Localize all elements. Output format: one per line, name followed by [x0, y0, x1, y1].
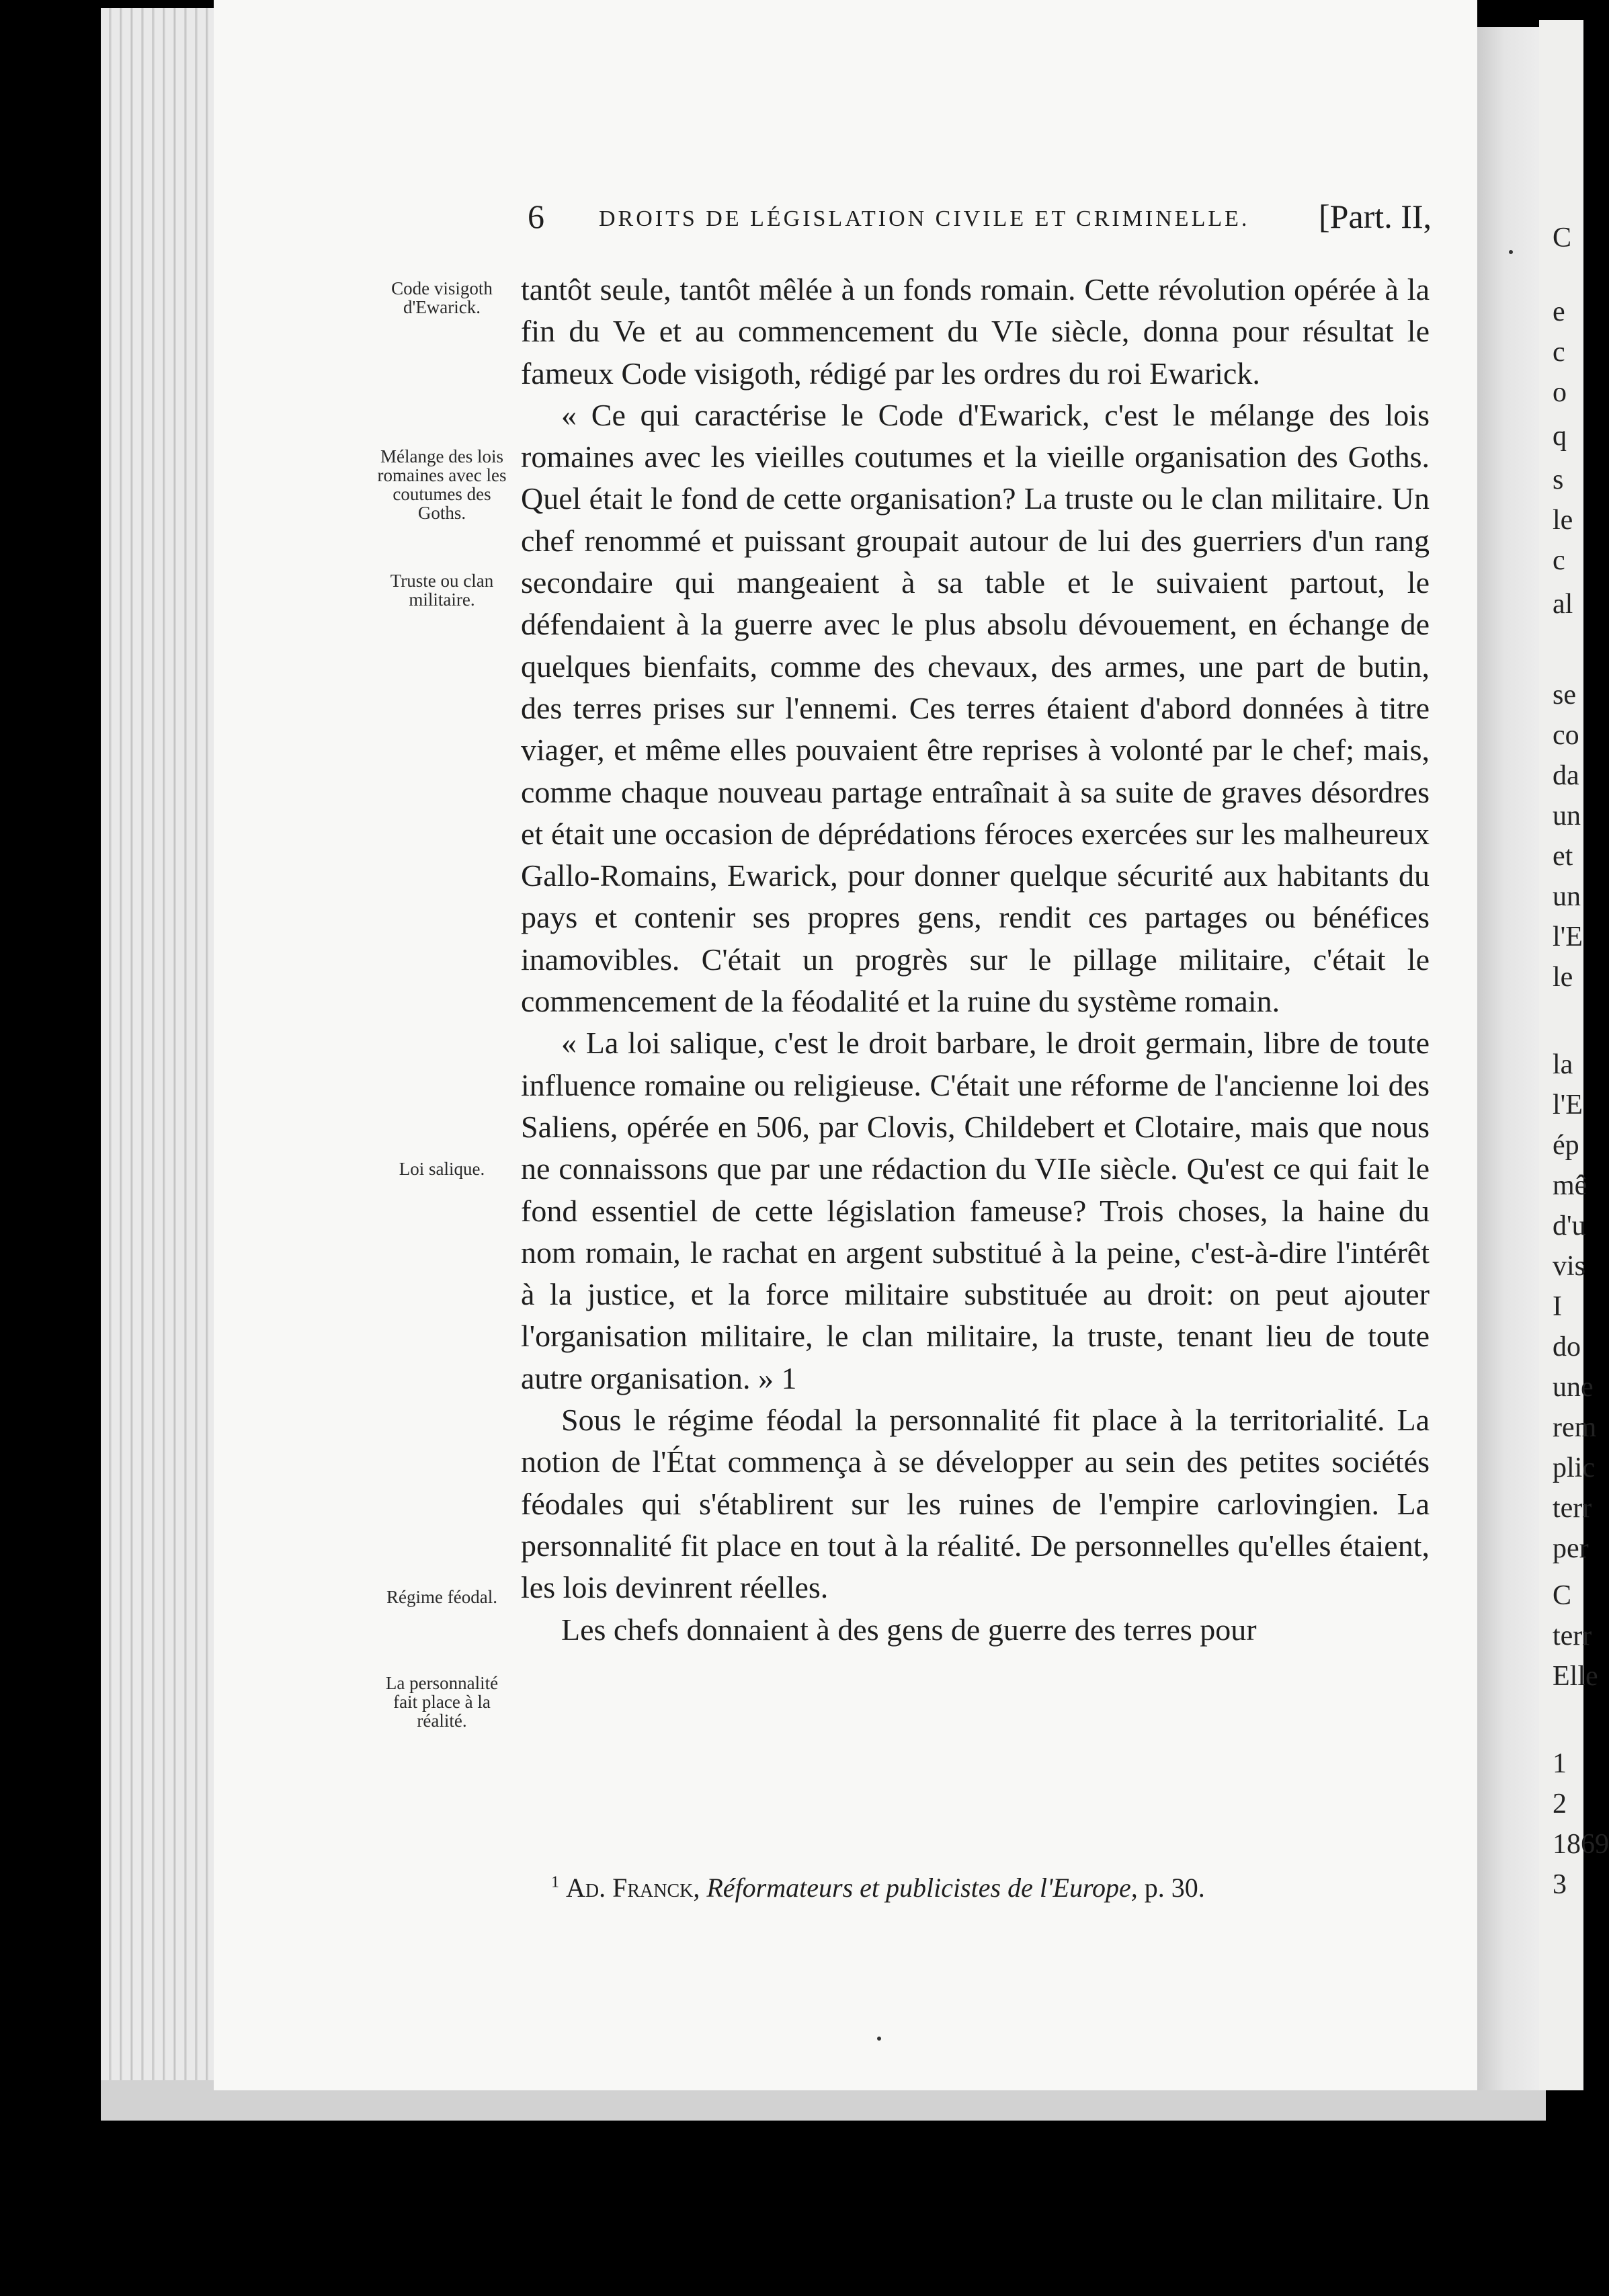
- sidenote-personnalite: La personnalité fait place à la réalité.: [385, 1673, 499, 1731]
- footnote-title: Réformateurs et publicistes de l'Europe,: [706, 1873, 1138, 1903]
- facing-page-text-fragment: s: [1553, 464, 1564, 495]
- facing-page-text-fragment: c: [1553, 545, 1565, 576]
- sidenote-regime-feodal: Régime féodal.: [386, 1587, 497, 1607]
- sidenote-code-visigoth: Code visigoth d'Ewarick.: [391, 278, 493, 317]
- facing-page-text-fragment: per: [1553, 1533, 1589, 1564]
- paragraph-2: « Ce qui caractérise le Code d'Ewarick, c'est le mélange des lois romaines avec les vieilles coutumes et la vieille organisation des Goths. Quel était le fond de cette organisation? La truste ou le clan militaire. Un chef renommé et puissant groupait autour de lui des guerriers d'un rang secondaire qui mangeaient à sa table et le suivaient partout, le défendaient à la guerre avec le plus absolu dévouement, en échange de quelques bienfaits, comme des chevaux, des armes, une part de butin, des terres prises sur l'ennemi. Ces terres étaient d'abord données à titre viager, et même elles pouvaient être reprises à volonté par le chef; mais, comme chaque nouveau partage entraînait à sa suite de graves désordres et était une occasion de déprédations féroces exercées sur les malheureux Gallo-Romains, Ewarick, pour donner quelque sécurité aux habitants du pays et contenir ses propres gens, rendit ces partages ou bénéfices inamovibles. C'était un progrès sur le pillage militaire, c'était le commencement de la féodalité et la ruine du système romain.: [521, 397, 1430, 1019]
- facing-page-text-fragment: rem: [1553, 1412, 1597, 1443]
- facing-page-text-fragment: un: [1553, 881, 1581, 912]
- ink-speck: [877, 2037, 881, 2041]
- page-stack-edge: [101, 8, 215, 2085]
- running-header: [528, 197, 1432, 244]
- facing-page-text-fragment: 2: [1553, 1789, 1567, 1819]
- footnote-marker: 1: [551, 1873, 559, 1891]
- facing-page-text-fragment: l'E: [1553, 921, 1583, 952]
- facing-page-text-fragment: plic: [1553, 1452, 1595, 1483]
- facing-page-text-fragment: 1: [1553, 1748, 1567, 1779]
- facing-page-text-fragment: terr: [1553, 1621, 1592, 1651]
- facing-page-fragment: [1539, 20, 1609, 2090]
- sidenote-melange: Mélange des lois romaines avec les coutumes des Goths.: [377, 446, 507, 523]
- facing-page-text-fragment: q: [1553, 421, 1567, 452]
- part-label: [Part. II,: [1319, 198, 1432, 235]
- facing-page-text-fragment: 3: [1553, 1869, 1567, 1900]
- facing-page-text-fragment: et: [1553, 841, 1573, 872]
- facing-page-text-fragment: co: [1553, 720, 1579, 751]
- facing-page-text-fragment: c: [1553, 337, 1565, 368]
- footnote: [551, 1872, 1425, 1903]
- facing-page-text-fragment: d'u: [1553, 1211, 1586, 1241]
- facing-page-text-fragment: o: [1553, 377, 1567, 408]
- facing-page-text-fragment: Elle: [1553, 1661, 1598, 1692]
- facing-page-text-fragment: la: [1553, 1049, 1573, 1080]
- sidenote-loi-salique: Loi salique.: [399, 1159, 485, 1179]
- facing-page-text-fragment: le: [1553, 505, 1573, 536]
- facing-page-text-fragment: C: [1553, 222, 1572, 253]
- page-number: 6: [528, 198, 544, 235]
- main-text: [521, 269, 1430, 1651]
- facing-page-text-fragment: mê: [1553, 1170, 1587, 1201]
- facing-page-text-fragment: l'E: [1553, 1090, 1583, 1120]
- facing-page-text-fragment: un: [1553, 801, 1581, 831]
- facing-page-text-fragment: vis: [1553, 1251, 1586, 1282]
- facing-page-text-fragment: 1869: [1553, 1829, 1609, 1860]
- paragraph-3: « La loi salique, c'est le droit barbare, le droit germain, libre de toute influence romaine ou religieuse. C'était une réforme de l'ancienne loi des Saliens, opérée en 506, par Clovis, Childebert et Clotaire, mais que nous ne connaissons que par une rédaction du VIIe siècle. Qu'est ce qui fait le fond essentiel de cette législation fameuse? Trois choses, la haine du nom romain, le rachat en argent substitué à la peine, c'est-à-dire l'intérêt à la justice, et la force militaire substituée au droit: on peut ajouter l'organisation militaire, le clan militaire, la truste, tenant lieu de toute autre organisation. » 1: [521, 1026, 1430, 1395]
- facing-page-text-fragment: le: [1553, 962, 1573, 993]
- facing-page-text-fragment: une: [1553, 1372, 1594, 1403]
- running-title: DROITS DE LÉGISLATION CIVILE ET CRIMINELLE.: [599, 206, 1250, 231]
- facing-page-text-fragment: terr: [1553, 1493, 1592, 1524]
- facing-page-text-fragment: I: [1553, 1291, 1562, 1322]
- facing-page-text-fragment: e: [1553, 296, 1565, 327]
- book-gutter: [1475, 27, 1549, 2090]
- facing-page-text-fragment: ép: [1553, 1130, 1579, 1161]
- facing-page-text-fragment: da: [1553, 760, 1579, 791]
- facing-page-text-fragment: do: [1553, 1331, 1581, 1362]
- footnote-author: Ad. Franck,: [566, 1873, 700, 1903]
- facing-page-text-fragment: se: [1553, 680, 1576, 710]
- ink-speck: [1509, 250, 1513, 254]
- paragraph-1: tantôt seule, tantôt mêlée à un fonds romain. Cette révolution opérée à la fin du Ve et au commencement du VIe siècle, donna pour résultat le fameux Code visigoth, rédigé par les ordres du roi Ewarick.: [521, 272, 1430, 391]
- paragraph-4: Sous le régime féodal la personnalité fit place à la territorialité. La notion de l'État commença à se développer au sein des petites sociétés féodales qui s'établirent sur les ruines de l'empire carlovingien. La personnalité fit place en tout à la réalité. De personnelles qu'elles étaient, les lois devinrent réelles.: [521, 1403, 1430, 1605]
- paragraph-5: Les chefs donnaient à des gens de guerre des terres pour: [561, 1612, 1257, 1647]
- facing-page-text-fragment: al: [1553, 589, 1573, 620]
- sidenote-truste: Truste ou clan militaire.: [390, 571, 494, 610]
- facing-page-text-fragment: C: [1553, 1580, 1572, 1611]
- footnote-page: p. 30.: [1144, 1873, 1205, 1903]
